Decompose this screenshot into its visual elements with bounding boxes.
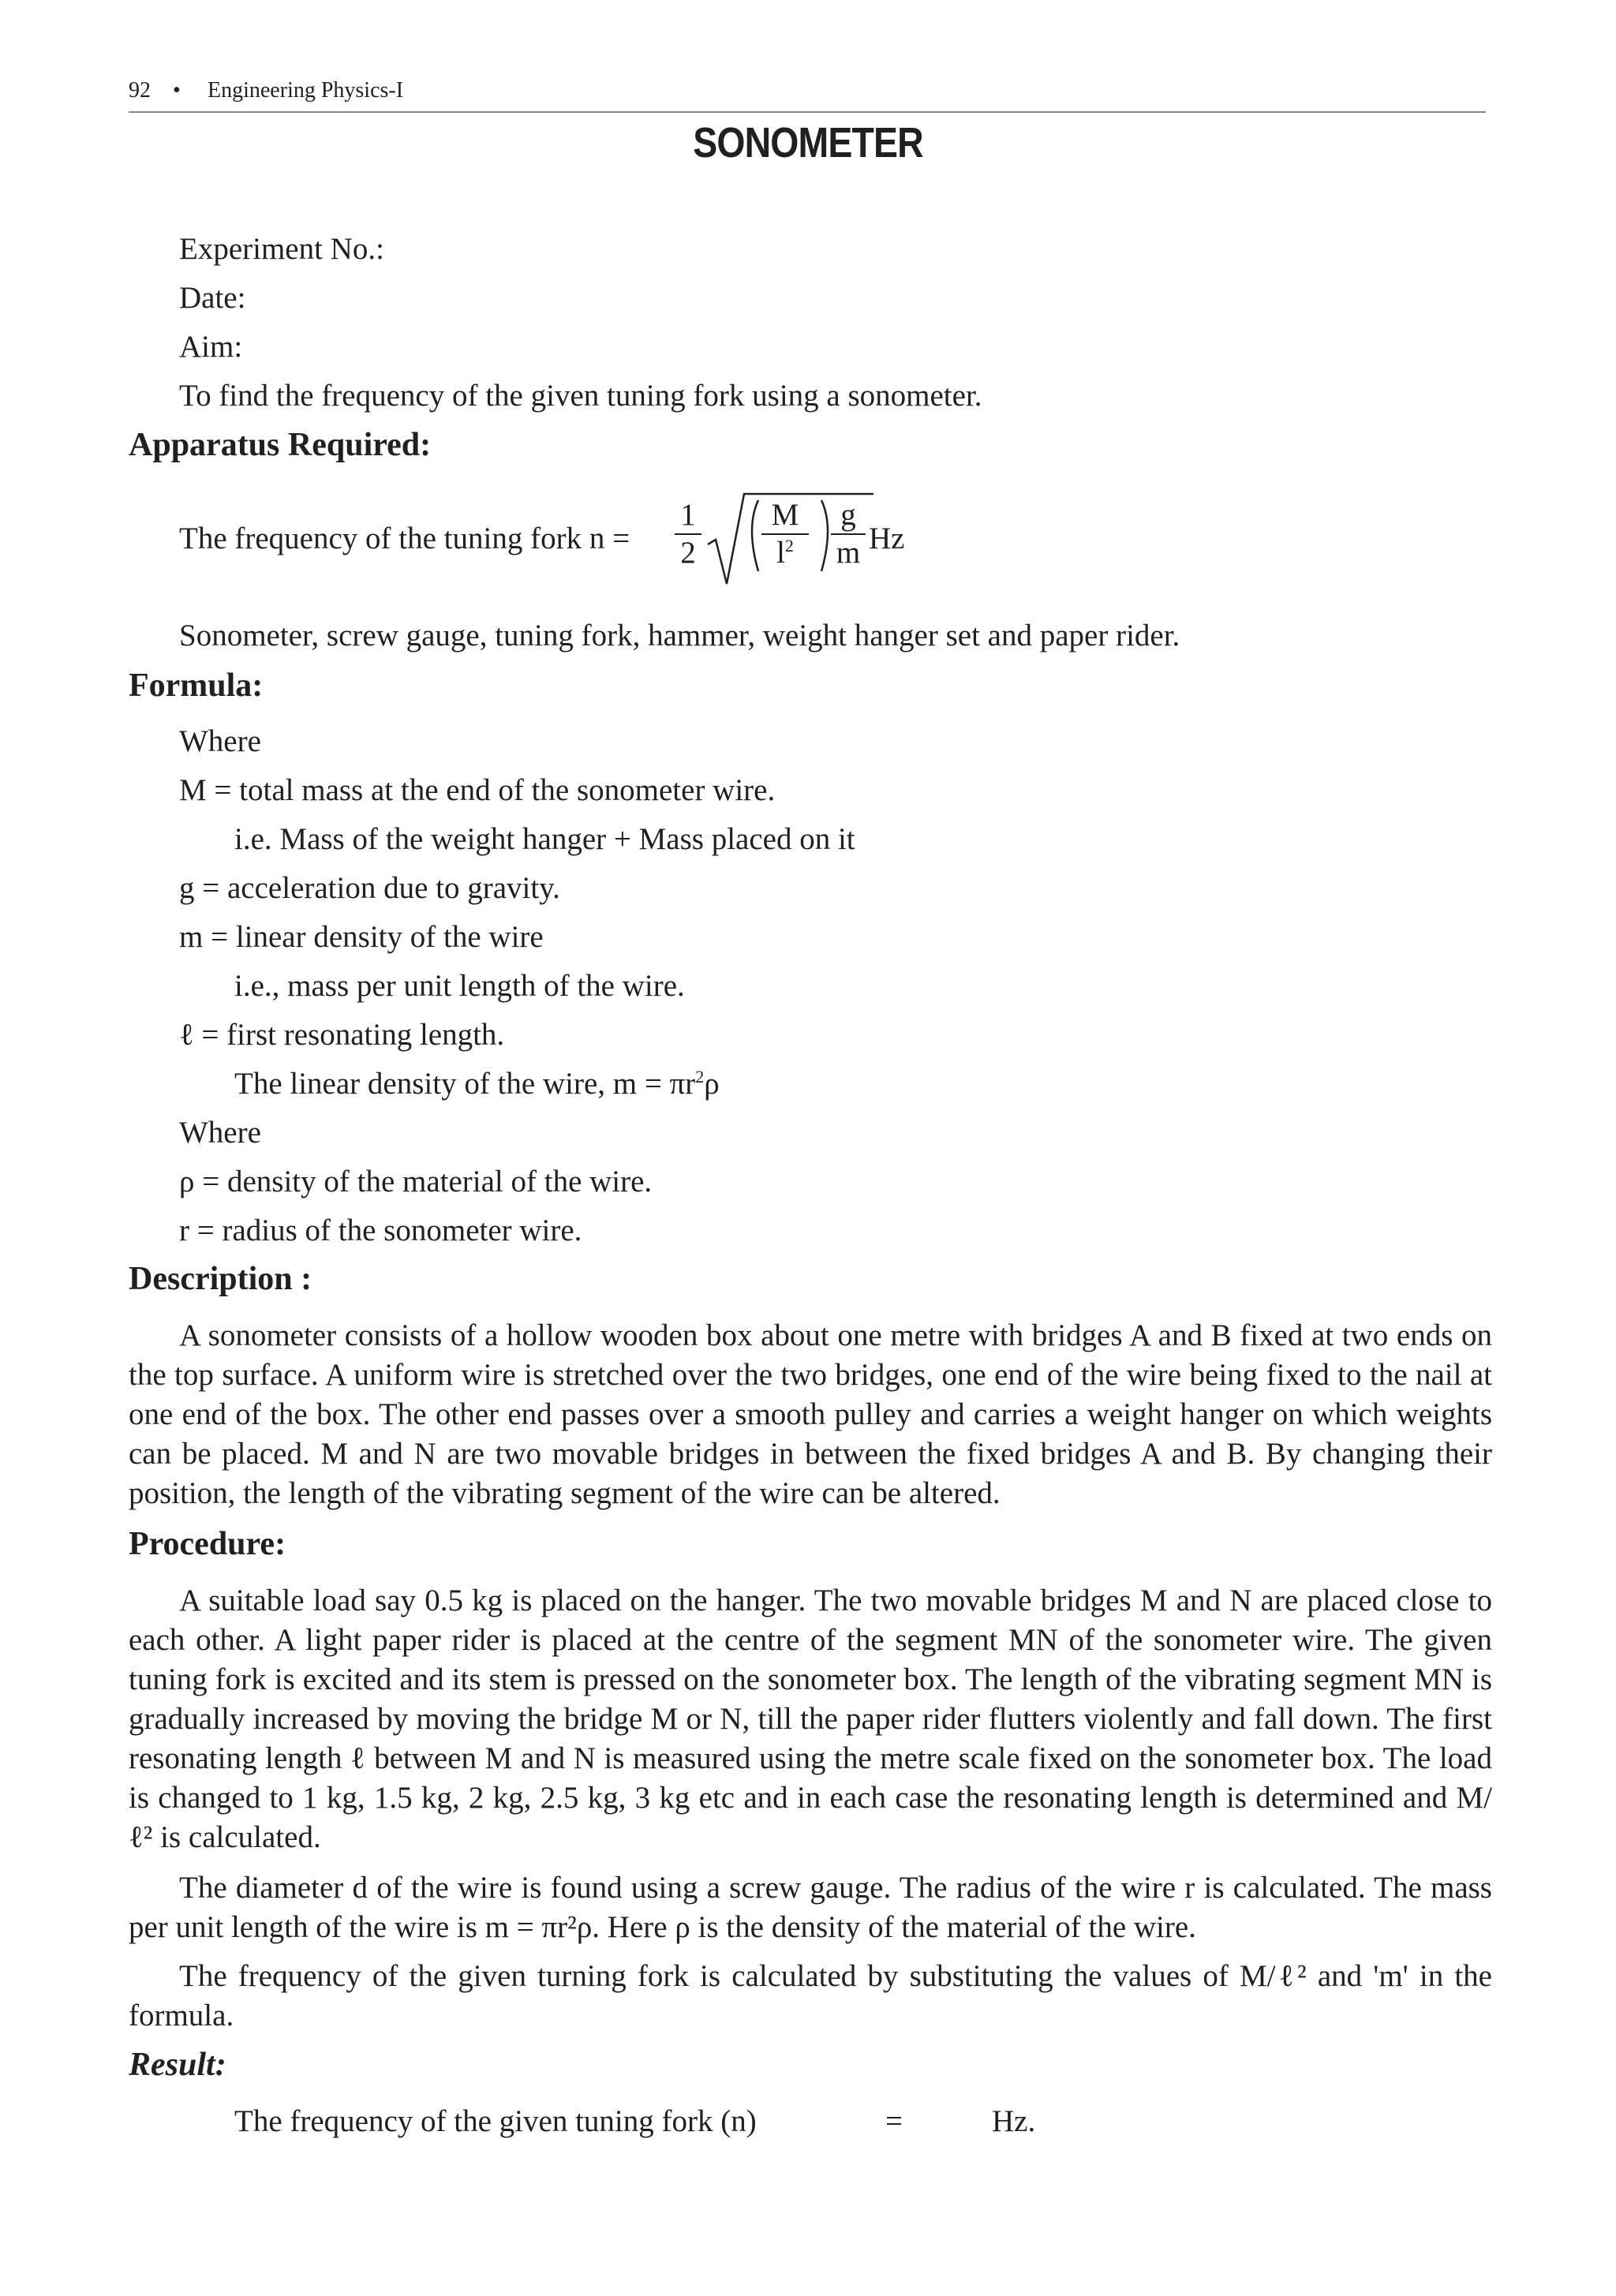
m-denominator: m <box>836 536 861 570</box>
description-heading: Description : <box>129 1261 312 1297</box>
radius-definition: r = radius of the sonometer wire. <box>179 1213 582 1247</box>
gravity-definition: g = acceleration due to gravity. <box>179 871 560 905</box>
formula-heading: Formula: <box>129 667 264 704</box>
mass-over-length-fraction <box>761 497 809 571</box>
length-definition: ℓ = first resonating length. <box>179 1018 505 1052</box>
procedure-paragraph-2: The diameter d of the wire is found using a screw gauge. The radius of the wire r is calculated. The mass per unit length of the wire is m = πr²ρ. Here ρ is the density of the material of the wire. <box>129 1871 1492 1944</box>
procedure-paragraph-1: A suitable load say 0.5 kg is placed on the hanger. The two movable bridges M and N are placed close to each other. A light paper rider is placed at the centre of the segment MN of the sonometer wire. The given tuning fork is excited and its stem is pressed on the sonometer box. The length of the vibrating segment MN is gradually increased by moving the bridge M or N, till the paper rider flutters violently and fall down. The first resonating length ℓ between M and N is measured using the metre scale fixed on the sonometer box. The load is changed to 1 kg, 1.5 kg, 2 kg, 2.5 kg, 3 kg etc and in each case the resonating length is determined and M/ ℓ² is calculated. <box>129 1584 1492 1854</box>
frequency-formula <box>179 497 968 592</box>
apparatus-heading: Apparatus Required: <box>129 427 432 463</box>
linear-density-definition: m = linear density of the wire <box>179 920 544 954</box>
inner-exponent: 2 <box>784 536 794 555</box>
result-equals: = <box>885 2104 903 2138</box>
half-fraction <box>675 497 701 571</box>
page-number: 92 <box>129 78 151 103</box>
header-bullet: • <box>173 78 181 103</box>
aim-text: To find the frequency of the given tuning fork using a sonometer. <box>179 379 982 413</box>
inner-numerator: M <box>771 498 799 532</box>
running-header <box>129 77 1486 113</box>
linear-density-formula: The linear density of the wire, $m = \pi r^2\rho$ <box>234 1067 720 1101</box>
mass-definition: M = total mass at the end of the sonometer wire. <box>179 773 776 807</box>
hz-unit: Hz <box>869 522 905 555</box>
where-label-2: Where <box>179 1116 261 1150</box>
result-unit: Hz. <box>992 2104 1036 2138</box>
inner-denominator: l <box>776 536 785 570</box>
book-title: Engineering Physics-I <box>208 78 404 103</box>
procedure-paragraph-3: The frequency of the given turning fork is calculated by substituting the values of M/ℓ² and 'm' in the formula. <box>129 1959 1492 2032</box>
apparatus-items: Sonometer, screw gauge, tuning fork, hammer, weight hanger set and paper rider. <box>179 619 1180 653</box>
page-title: SONOMETER <box>693 119 923 166</box>
experiment-no: Experiment No.: <box>179 232 384 266</box>
procedure-heading: Procedure: <box>129 1526 286 1562</box>
where-label-1: Where <box>179 724 261 758</box>
formula-label: The frequency of the tuning fork n = <box>179 522 630 555</box>
mass-subnote: i.e. Mass of the weight hanger + Mass placed on it <box>234 822 855 856</box>
linear-density-subnote: i.e., mass per unit length of the wire. <box>234 969 685 1003</box>
result-heading: Result: <box>129 2047 226 2083</box>
g-over-m-fraction <box>831 497 866 571</box>
date-label: Date: <box>179 281 246 315</box>
frac-numerator: 1 <box>680 498 696 532</box>
density-definition: ρ = density of the material of the wire. <box>179 1165 653 1198</box>
aim-label: Aim: <box>179 330 243 364</box>
g-numerator: g <box>840 498 856 532</box>
description-paragraph: A sonometer consists of a hollow wooden box about one metre with bridges A and B fixed at two ends on the top surface. A uniform wire is stretched over the two bridges, one end of the wire being fixed to the nail at one end of the box. The other end passes over a smooth pulley and carries a weight hanger on which weights can be placed. M and N are two movable bridges in between the fixed bridges A and B. By changing their position, the length of the vibrating segment of the wire can be altered. <box>129 1318 1492 1510</box>
result-label: The frequency of the given tuning fork (n) <box>234 2104 757 2138</box>
frac-denominator: 2 <box>680 536 696 570</box>
